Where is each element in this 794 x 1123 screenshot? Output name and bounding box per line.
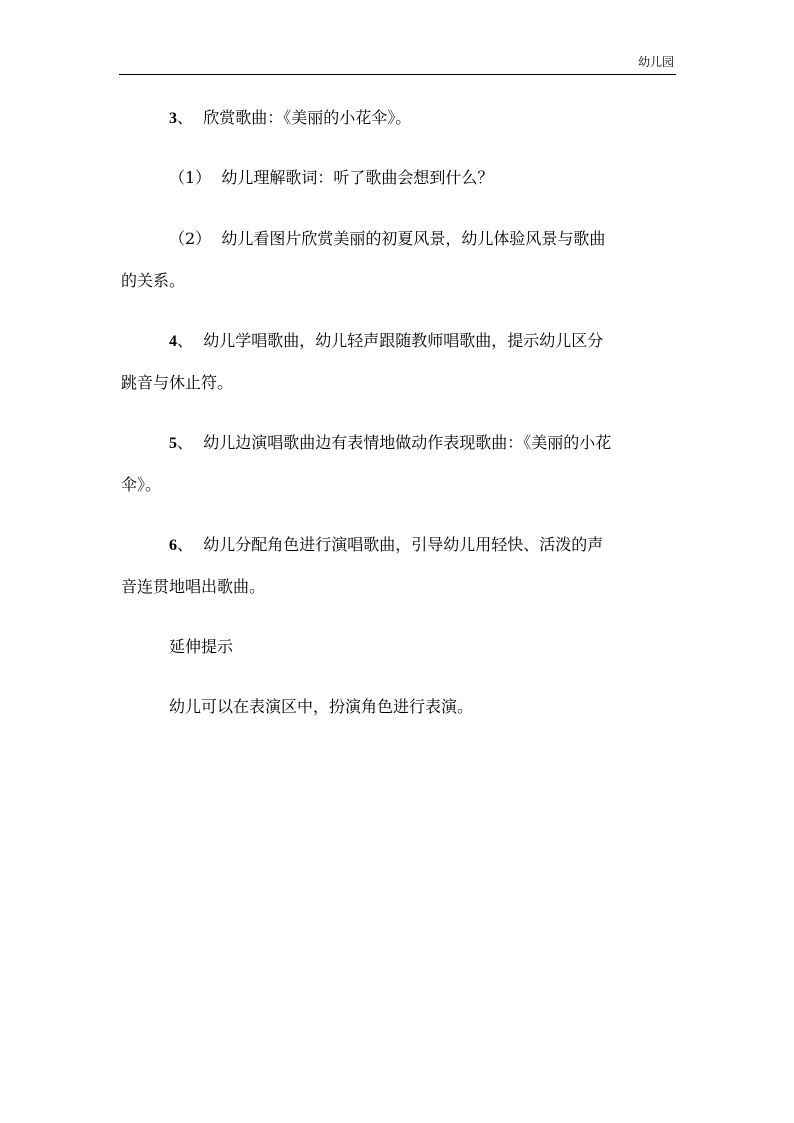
extension-text: 幼儿可以在表演区中，扮演角色进行表演。 xyxy=(169,697,474,716)
paragraph-extension xyxy=(121,681,679,733)
step-gap xyxy=(193,535,203,554)
step-text: 幼儿分配角色进行演唱歌曲，引导幼儿用轻快、活泼的声 xyxy=(203,535,604,554)
paragraph-step-3-1 xyxy=(121,152,679,204)
step-number: 3 xyxy=(169,110,177,127)
step-gap xyxy=(193,331,203,350)
header-title: 幼儿园 xyxy=(637,55,674,69)
paragraph-step-4-line2 xyxy=(121,357,679,409)
step-text: 幼儿学唱歌曲，幼儿轻声跟随教师唱歌曲，提示幼儿区分 xyxy=(203,331,604,350)
paragraph-step-3-2-line2 xyxy=(121,255,679,307)
step-text-continued: 伞》。 xyxy=(121,475,162,494)
step-number: 4 xyxy=(169,333,177,350)
step-mark: 、 xyxy=(177,535,194,554)
step-text-continued: 跳音与休止符。 xyxy=(121,373,234,392)
step-number: 6 xyxy=(169,537,177,554)
step-text: 欣赏歌曲：《美丽的小花伞》。 xyxy=(203,108,412,127)
paragraph-step-6-line2 xyxy=(121,561,679,613)
step-gap xyxy=(193,108,203,127)
paragraph-step-5-line2 xyxy=(121,459,679,511)
paragraph-step-3 xyxy=(121,92,679,145)
page-header xyxy=(119,50,676,75)
substep-text: （1） 幼儿理解歌词：听了歌曲会想到什么？ xyxy=(169,168,494,187)
step-text-continued: 音连贯地唱出歌曲。 xyxy=(121,577,266,596)
step-mark: 、 xyxy=(177,433,194,452)
step-mark: 、 xyxy=(177,331,194,350)
section-heading-extension xyxy=(121,621,679,673)
step-text: 幼儿边演唱歌曲边有表情地做动作表现歌曲：《美丽的小花 xyxy=(203,433,612,452)
step-number: 5 xyxy=(169,435,177,452)
step-gap xyxy=(193,433,203,452)
heading-text: 延伸提示 xyxy=(169,637,234,656)
substep-text: （2） 幼儿看图片欣赏美丽的初夏风景，幼儿体验风景与歌曲 xyxy=(169,229,606,248)
step-mark: 、 xyxy=(177,108,194,127)
substep-text-continued: 的关系。 xyxy=(121,271,186,290)
